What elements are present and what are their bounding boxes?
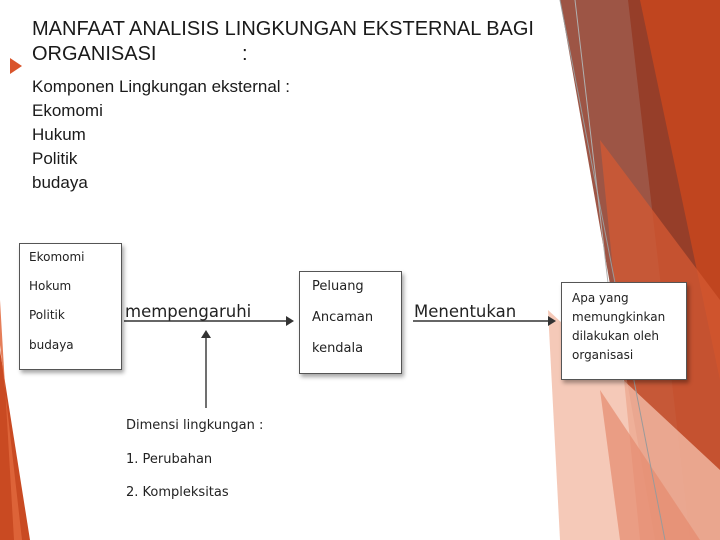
slide-title	[32, 17, 652, 67]
arrow-dimensi-head-icon	[201, 330, 211, 338]
arrow-label-menentukan: Menentukan	[414, 302, 517, 321]
dimension-item: 2. Kompleksitas	[126, 485, 229, 500]
arrow-label-mempengaruhi: mempengaruhi	[125, 302, 252, 321]
outcomes-box	[299, 271, 402, 374]
dimensions-heading: Dimensi lingkungan :	[126, 418, 264, 433]
outcome-item: Ancaman	[312, 310, 374, 325]
result-line: Apa yang	[572, 291, 629, 305]
factors-box	[19, 243, 122, 370]
arrow-mempengaruhi-head-icon	[286, 316, 294, 326]
factor-item: Ekomomi	[29, 250, 85, 264]
bullet-triangle-icon	[10, 58, 22, 74]
result-line: memungkinkan	[572, 310, 666, 324]
factor-item: Politik	[29, 308, 65, 322]
result-box	[561, 282, 687, 380]
dimension-item: 1. Perubahan	[126, 452, 213, 467]
title-line-1: MANFAAT ANALISIS LINGKUNGAN EKSTERNAL BAGI	[32, 18, 534, 40]
title-line-2	[32, 42, 652, 67]
component-item: Ekomomi	[32, 101, 103, 120]
component-item: Hukum	[32, 125, 86, 144]
components-list	[32, 75, 290, 195]
result-line: organisasi	[572, 348, 634, 362]
component-item: budaya	[32, 173, 88, 192]
factor-item: Hokum	[29, 279, 72, 293]
outcome-item: kendala	[312, 341, 364, 356]
result-line: dilakukan oleh	[572, 329, 659, 343]
title-line-2-text: ORGANISASI	[32, 43, 157, 65]
factor-item: budaya	[29, 338, 74, 352]
outcome-item: Peluang	[312, 279, 364, 294]
title-colon: :	[242, 43, 248, 65]
component-item: Politik	[32, 149, 78, 168]
components-heading: Komponen Lingkungan eksternal :	[32, 77, 291, 96]
